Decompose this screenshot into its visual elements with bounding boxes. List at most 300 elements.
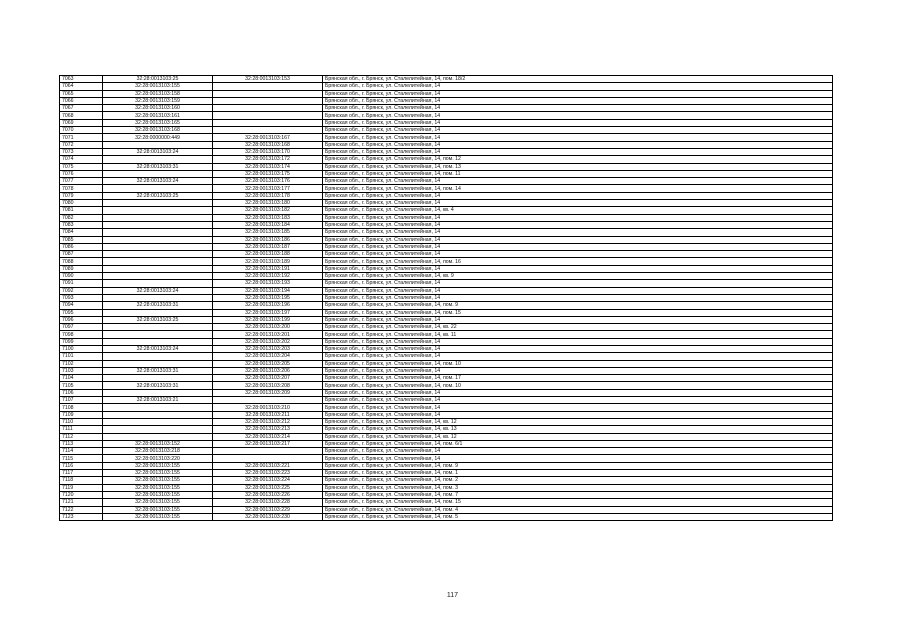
address-cell: Брянская обл., г. Брянск, ул. Сталелитейная, 14 — [323, 345, 833, 352]
land-plot-number-cell — [103, 418, 213, 425]
table-row — [60, 389, 833, 396]
object-number-cell: 32:28:0013103:217 — [213, 440, 323, 447]
land-plot-number-cell — [103, 375, 213, 382]
table-row — [60, 404, 833, 411]
address-cell: Брянская обл., г. Брянск, ул. Сталелитейная, 14 — [323, 119, 833, 126]
table-row — [60, 448, 833, 455]
address-cell: Брянская обл., г. Брянск, ул. Сталелитейная, 14, пом. 15 — [323, 499, 833, 506]
row-number-cell: 7086 — [60, 243, 103, 250]
table-row — [60, 440, 833, 447]
object-number-cell: 32:28:0013103:213 — [213, 426, 323, 433]
row-number-cell: 7092 — [60, 287, 103, 294]
object-number-cell: 32:28:0013103:209 — [213, 389, 323, 396]
land-plot-number-cell — [103, 353, 213, 360]
table-row — [60, 119, 833, 126]
address-cell: Брянская обл., г. Брянск, ул. Сталелитейная, 14 — [323, 338, 833, 345]
row-number-cell: 7083 — [60, 221, 103, 228]
address-cell: Брянская обл., г. Брянск, ул. Сталелитейная, 14, пом. 10 — [323, 360, 833, 367]
object-number-cell — [213, 112, 323, 119]
table-row — [60, 156, 833, 163]
land-plot-number-cell: 32:28:0013103:25 — [103, 76, 213, 83]
row-number-cell: 7084 — [60, 229, 103, 236]
table-row — [60, 273, 833, 280]
land-plot-number-cell — [103, 294, 213, 301]
address-cell: Брянская обл., г. Брянск, ул. Сталелитейная, 14, пом. 10 — [323, 382, 833, 389]
row-number-cell: 7072 — [60, 141, 103, 148]
address-cell: Брянская обл., г. Брянск, ул. Сталелитейная, 14, пом. 9 — [323, 302, 833, 309]
address-cell: Брянская обл., г. Брянск, ул. Сталелитейная, 14 — [323, 141, 833, 148]
object-number-cell: 32:28:0013103:183 — [213, 214, 323, 221]
object-number-cell — [213, 105, 323, 112]
address-cell: Брянская обл., г. Брянск, ул. Сталелитейная, 14 — [323, 353, 833, 360]
address-cell: Брянская обл., г. Брянск, ул. Сталелитейная, 14 — [323, 280, 833, 287]
table-row — [60, 192, 833, 199]
object-number-cell: 32:28:0013103:195 — [213, 294, 323, 301]
address-cell: Брянская обл., г. Брянск, ул. Сталелитейная, 14 — [323, 287, 833, 294]
land-plot-number-cell: 32:28:0013103:155 — [103, 491, 213, 498]
land-plot-number-cell: 32:28:0013103:159 — [103, 97, 213, 104]
land-plot-number-cell: 32:28:0013103:155 — [103, 499, 213, 506]
land-plot-number-cell: 32:28:0013103:24 — [103, 178, 213, 185]
land-plot-number-cell: 32:28:0013103:25 — [103, 316, 213, 323]
row-number-cell: 7087 — [60, 251, 103, 258]
land-plot-number-cell: 32:28:0013103:168 — [103, 127, 213, 134]
row-number-cell: 7076 — [60, 170, 103, 177]
land-plot-number-cell — [103, 338, 213, 345]
table-row — [60, 338, 833, 345]
row-number-cell: 7122 — [60, 506, 103, 513]
address-cell: Брянская обл., г. Брянск, ул. Сталелитейная, 14, пом. 13 — [323, 163, 833, 170]
address-cell: Брянская обл., г. Брянск, ул. Сталелитейная, 14 — [323, 200, 833, 207]
address-cell: Брянская обл., г. Брянск, ул. Сталелитейная, 14, пом. 14 — [323, 185, 833, 192]
page-number: 117 — [446, 592, 459, 599]
table-row — [60, 513, 833, 520]
object-number-cell: 32:28:0013103:212 — [213, 418, 323, 425]
object-number-cell: 32:28:0013103:187 — [213, 243, 323, 250]
row-number-cell: 7093 — [60, 294, 103, 301]
object-number-cell: 32:28:0013103:211 — [213, 411, 323, 418]
row-number-cell: 7094 — [60, 302, 103, 309]
land-plot-number-cell: 32:28:0013103:24 — [103, 287, 213, 294]
object-number-cell: 32:28:0013103:186 — [213, 236, 323, 243]
table-row — [60, 397, 833, 404]
table-row — [60, 214, 833, 221]
row-number-cell: 7097 — [60, 324, 103, 331]
object-number-cell: 32:28:0013103:200 — [213, 324, 323, 331]
object-number-cell: 32:28:0013103:192 — [213, 273, 323, 280]
address-cell: Брянская обл., г. Брянск, ул. Сталелитейная, 14 — [323, 236, 833, 243]
table-row — [60, 491, 833, 498]
land-plot-number-cell — [103, 433, 213, 440]
address-cell: Брянская обл., г. Брянск, ул. Сталелитейная, 14 — [323, 214, 833, 221]
row-number-cell: 7074 — [60, 156, 103, 163]
table-row — [60, 258, 833, 265]
land-plot-number-cell: 32:28:0013103:31 — [103, 302, 213, 309]
row-number-cell: 7066 — [60, 97, 103, 104]
land-plot-number-cell — [103, 426, 213, 433]
address-cell: Брянская обл., г. Брянск, ул. Сталелитейная, 14 — [323, 404, 833, 411]
row-number-cell: 7109 — [60, 411, 103, 418]
land-plot-number-cell: 32:28:0013103:25 — [103, 192, 213, 199]
address-cell: Брянская обл., г. Брянск, ул. Сталелитейная, 14, пом. 16 — [323, 258, 833, 265]
row-number-cell: 7085 — [60, 236, 103, 243]
land-plot-number-cell — [103, 214, 213, 221]
address-cell: Брянская обл., г. Брянск, ул. Сталелитейная, 14, пом. 18/2 — [323, 76, 833, 83]
address-cell: Брянская обл., г. Брянск, ул. Сталелитейная, 14 — [323, 397, 833, 404]
object-number-cell: 32:28:0013103:208 — [213, 382, 323, 389]
table-row — [60, 148, 833, 155]
land-plot-number-cell: 32:28:0000000:449 — [103, 134, 213, 141]
object-number-cell: 32:28:0013103:177 — [213, 185, 323, 192]
object-number-cell: 32:28:0013103:167 — [213, 134, 323, 141]
table-row — [60, 477, 833, 484]
address-cell: Брянская обл., г. Брянск, ул. Сталелитейная, 14 — [323, 448, 833, 455]
table-row — [60, 97, 833, 104]
table-row — [60, 105, 833, 112]
object-number-cell: 32:28:0013103:153 — [213, 76, 323, 83]
land-plot-number-cell: 32:28:0013103:220 — [103, 455, 213, 462]
row-number-cell: 7089 — [60, 265, 103, 272]
registry-table-body — [60, 76, 833, 521]
table-row — [60, 418, 833, 425]
table-row — [60, 207, 833, 214]
object-number-cell — [213, 127, 323, 134]
object-number-cell — [213, 97, 323, 104]
land-plot-number-cell: 32:28:0013103:155 — [103, 513, 213, 520]
row-number-cell: 7107 — [60, 397, 103, 404]
land-plot-number-cell — [103, 243, 213, 250]
land-plot-number-cell: 32:28:0013103:161 — [103, 112, 213, 119]
address-cell: Брянская обл., г. Брянск, ул. Сталелитейная, 14 — [323, 251, 833, 258]
row-number-cell: 7082 — [60, 214, 103, 221]
object-number-cell: 32:28:0013103:201 — [213, 331, 323, 338]
land-plot-number-cell: 32:28:0013103:31 — [103, 367, 213, 374]
object-number-cell: 32:28:0013103:176 — [213, 178, 323, 185]
table-row — [60, 426, 833, 433]
row-number-cell: 7114 — [60, 448, 103, 455]
table-row — [60, 345, 833, 352]
object-number-cell: 32:28:0013103:175 — [213, 170, 323, 177]
object-number-cell: 32:28:0013103:188 — [213, 251, 323, 258]
object-number-cell: 32:28:0013103:174 — [213, 163, 323, 170]
address-cell: Брянская обл., г. Брянск, ул. Сталелитейная, 14 — [323, 455, 833, 462]
address-cell: Брянская обл., г. Брянск, ул. Сталелитейная, 14, кв. 22 — [323, 324, 833, 331]
address-cell: Брянская обл., г. Брянск, ул. Сталелитейная, 14, пом. 1 — [323, 470, 833, 477]
land-plot-number-cell — [103, 404, 213, 411]
object-number-cell: 32:28:0013103:221 — [213, 462, 323, 469]
table-row — [60, 353, 833, 360]
table-row — [60, 265, 833, 272]
land-plot-number-cell — [103, 273, 213, 280]
row-number-cell: 7102 — [60, 360, 103, 367]
address-cell: Брянская обл., г. Брянск, ул. Сталелитейная, 14 — [323, 411, 833, 418]
table-row — [60, 294, 833, 301]
table-row — [60, 127, 833, 134]
land-plot-number-cell — [103, 411, 213, 418]
table-row — [60, 200, 833, 207]
land-plot-number-cell — [103, 221, 213, 228]
table-row — [60, 141, 833, 148]
object-number-cell: 32:28:0013103:205 — [213, 360, 323, 367]
address-cell: Брянская обл., г. Брянск, ул. Сталелитейная, 14, кв. 12 — [323, 418, 833, 425]
row-number-cell: 7073 — [60, 148, 103, 155]
land-plot-number-cell — [103, 156, 213, 163]
table-row — [60, 287, 833, 294]
object-number-cell: 32:28:0013103:202 — [213, 338, 323, 345]
object-number-cell — [213, 90, 323, 97]
row-number-cell: 7106 — [60, 389, 103, 396]
address-cell: Брянская обл., г. Брянск, ул. Сталелитейная, 14, пом. 12 — [323, 156, 833, 163]
row-number-cell: 7091 — [60, 280, 103, 287]
address-cell: Брянская обл., г. Брянск, ул. Сталелитейная, 14 — [323, 229, 833, 236]
address-cell: Брянская обл., г. Брянск, ул. Сталелитейная, 14 — [323, 294, 833, 301]
address-cell: Брянская обл., г. Брянск, ул. Сталелитейная, 14, кв. 9 — [323, 273, 833, 280]
land-plot-number-cell: 32:28:0013103:24 — [103, 148, 213, 155]
land-plot-number-cell — [103, 170, 213, 177]
object-number-cell: 32:28:0013103:204 — [213, 353, 323, 360]
object-number-cell — [213, 397, 323, 404]
land-plot-number-cell — [103, 185, 213, 192]
row-number-cell: 7105 — [60, 382, 103, 389]
object-number-cell: 32:28:0013103:230 — [213, 513, 323, 520]
address-cell: Брянская обл., г. Брянск, ул. Сталелитейная, 14, пом. 6/1 — [323, 440, 833, 447]
address-cell: Брянская обл., г. Брянск, ул. Сталелитейная, 14 — [323, 192, 833, 199]
row-number-cell: 7117 — [60, 470, 103, 477]
row-number-cell: 7113 — [60, 440, 103, 447]
object-number-cell: 32:28:0013103:193 — [213, 280, 323, 287]
land-plot-number-cell — [103, 309, 213, 316]
row-number-cell: 7101 — [60, 353, 103, 360]
land-plot-number-cell: 32:28:0013103:160 — [103, 105, 213, 112]
address-cell: Брянская обл., г. Брянск, ул. Сталелитейная, 14 — [323, 127, 833, 134]
land-plot-number-cell — [103, 251, 213, 258]
land-plot-number-cell: 32:28:0013103:21 — [103, 397, 213, 404]
land-plot-number-cell — [103, 324, 213, 331]
row-number-cell: 7118 — [60, 477, 103, 484]
object-number-cell: 32:28:0013103:172 — [213, 156, 323, 163]
table-row — [60, 367, 833, 374]
address-cell: Брянская обл., г. Брянск, ул. Сталелитейная, 14, пом. 9 — [323, 462, 833, 469]
table-row — [60, 382, 833, 389]
address-cell: Брянская обл., г. Брянск, ул. Сталелитейная, 14 — [323, 389, 833, 396]
land-plot-number-cell — [103, 200, 213, 207]
row-number-cell: 7121 — [60, 499, 103, 506]
address-cell: Брянская обл., г. Брянск, ул. Сталелитейная, 14, пом. 17 — [323, 375, 833, 382]
address-cell: Брянская обл., г. Брянск, ул. Сталелитейная, 14 — [323, 316, 833, 323]
table-row — [60, 163, 833, 170]
row-number-cell: 7110 — [60, 418, 103, 425]
land-plot-number-cell: 32:28:0013103:155 — [103, 484, 213, 491]
table-row — [60, 229, 833, 236]
land-plot-number-cell: 32:28:0013103:155 — [103, 506, 213, 513]
table-row — [60, 462, 833, 469]
table-row — [60, 178, 833, 185]
object-number-cell — [213, 448, 323, 455]
row-number-cell: 7115 — [60, 455, 103, 462]
table-row — [60, 112, 833, 119]
object-number-cell: 32:28:0013103:180 — [213, 200, 323, 207]
object-number-cell: 32:28:0013103:203 — [213, 345, 323, 352]
address-cell: Брянская обл., г. Брянск, ул. Сталелитейная, 14 — [323, 97, 833, 104]
row-number-cell: 7098 — [60, 331, 103, 338]
table-row — [60, 455, 833, 462]
land-plot-number-cell: 32:28:0013103:152 — [103, 440, 213, 447]
row-number-cell: 7063 — [60, 76, 103, 83]
land-plot-number-cell: 32:28:0013103:155 — [103, 462, 213, 469]
address-cell: Брянская обл., г. Брянск, ул. Сталелитейная, 14, пом. 15 — [323, 309, 833, 316]
table-row — [60, 499, 833, 506]
address-cell: Брянская обл., г. Брянск, ул. Сталелитейная, 14 — [323, 105, 833, 112]
land-plot-number-cell — [103, 360, 213, 367]
table-row — [60, 360, 833, 367]
object-number-cell: 32:28:0013103:214 — [213, 433, 323, 440]
object-number-cell — [213, 83, 323, 90]
row-number-cell: 7096 — [60, 316, 103, 323]
row-number-cell: 7088 — [60, 258, 103, 265]
table-row — [60, 243, 833, 250]
object-number-cell: 32:28:0013103:207 — [213, 375, 323, 382]
address-cell: Брянская обл., г. Брянск, ул. Сталелитейная, 14, пом. 5 — [323, 513, 833, 520]
table-row — [60, 170, 833, 177]
object-number-cell — [213, 455, 323, 462]
object-number-cell: 32:28:0013103:168 — [213, 141, 323, 148]
address-cell: Брянская обл., г. Брянск, ул. Сталелитейная, 14 — [323, 148, 833, 155]
address-cell: Брянская обл., г. Брянск, ул. Сталелитейная, 14, кв. 4 — [323, 207, 833, 214]
table-row — [60, 185, 833, 192]
row-number-cell: 7075 — [60, 163, 103, 170]
land-plot-number-cell — [103, 207, 213, 214]
object-number-cell: 32:28:0013103:196 — [213, 302, 323, 309]
object-number-cell: 32:28:0013103:182 — [213, 207, 323, 214]
address-cell: Брянская обл., г. Брянск, ул. Сталелитейная, 14 — [323, 367, 833, 374]
table-row — [60, 375, 833, 382]
address-cell: Брянская обл., г. Брянск, ул. Сталелитейная, 14 — [323, 134, 833, 141]
address-cell: Брянская обл., г. Брянск, ул. Сталелитейная, 14 — [323, 83, 833, 90]
land-plot-number-cell — [103, 236, 213, 243]
land-plot-number-cell: 32:28:0013103:31 — [103, 382, 213, 389]
table-row — [60, 331, 833, 338]
row-number-cell: 7068 — [60, 112, 103, 119]
address-cell: Брянская обл., г. Брянск, ул. Сталелитейная, 14 — [323, 221, 833, 228]
object-number-cell: 32:28:0013103:194 — [213, 287, 323, 294]
land-plot-number-cell: 32:28:0013103:158 — [103, 90, 213, 97]
row-number-cell: 7111 — [60, 426, 103, 433]
land-plot-number-cell — [103, 331, 213, 338]
row-number-cell: 7116 — [60, 462, 103, 469]
land-plot-number-cell — [103, 389, 213, 396]
table-row — [60, 316, 833, 323]
address-cell: Брянская обл., г. Брянск, ул. Сталелитейная, 14, пом. 3 — [323, 484, 833, 491]
table-row — [60, 90, 833, 97]
address-cell: Брянская обл., г. Брянск, ул. Сталелитейная, 14 — [323, 265, 833, 272]
object-number-cell: 32:28:0013103:170 — [213, 148, 323, 155]
row-number-cell: 7077 — [60, 178, 103, 185]
object-number-cell: 32:28:0013103:189 — [213, 258, 323, 265]
land-plot-number-cell: 32:28:0013103:155 — [103, 477, 213, 484]
address-cell: Брянская обл., г. Брянск, ул. Сталелитейная, 14, пом. 4 — [323, 506, 833, 513]
address-cell: Брянская обл., г. Брянск, ул. Сталелитейная, 14, пом. 2 — [323, 477, 833, 484]
row-number-cell: 7112 — [60, 433, 103, 440]
address-cell: Брянская обл., г. Брянск, ул. Сталелитейная, 14 — [323, 112, 833, 119]
table-row — [60, 433, 833, 440]
object-number-cell: 32:28:0013103:185 — [213, 229, 323, 236]
table-row — [60, 324, 833, 331]
row-number-cell: 7103 — [60, 367, 103, 374]
object-number-cell: 32:28:0013103:224 — [213, 477, 323, 484]
land-plot-number-cell — [103, 258, 213, 265]
object-number-cell: 32:28:0013103:228 — [213, 499, 323, 506]
row-number-cell: 7067 — [60, 105, 103, 112]
row-number-cell: 7064 — [60, 83, 103, 90]
land-plot-number-cell — [103, 265, 213, 272]
object-number-cell: 32:28:0013103:184 — [213, 221, 323, 228]
land-plot-number-cell — [103, 141, 213, 148]
object-number-cell: 32:28:0013103:210 — [213, 404, 323, 411]
cadastral-registry-table — [59, 75, 833, 521]
object-number-cell: 32:28:0013103:226 — [213, 491, 323, 498]
address-cell: Брянская обл., г. Брянск, ул. Сталелитейная, 14, кв. 11 — [323, 331, 833, 338]
object-number-cell — [213, 119, 323, 126]
row-number-cell: 7080 — [60, 200, 103, 207]
land-plot-number-cell: 32:28:0013103:155 — [103, 470, 213, 477]
row-number-cell: 7099 — [60, 338, 103, 345]
table-row — [60, 221, 833, 228]
row-number-cell: 7120 — [60, 491, 103, 498]
address-cell: Брянская обл., г. Брянск, ул. Сталелитейная, 14, кв. 13 — [323, 426, 833, 433]
table-row — [60, 309, 833, 316]
address-cell: Брянская обл., г. Брянск, ул. Сталелитейная, 14, пом. 11 — [323, 170, 833, 177]
table-row — [60, 134, 833, 141]
table-row — [60, 76, 833, 83]
object-number-cell: 32:28:0013103:229 — [213, 506, 323, 513]
land-plot-number-cell: 32:28:0013103:155 — [103, 83, 213, 90]
table-row — [60, 484, 833, 491]
land-plot-number-cell — [103, 280, 213, 287]
table-row — [60, 251, 833, 258]
land-plot-number-cell: 32:28:0013103:24 — [103, 345, 213, 352]
land-plot-number-cell: 32:28:0013103:31 — [103, 163, 213, 170]
row-number-cell: 7104 — [60, 375, 103, 382]
table-row — [60, 83, 833, 90]
address-cell: Брянская обл., г. Брянск, ул. Сталелитейная, 14, кв. 12 — [323, 433, 833, 440]
land-plot-number-cell: 32:28:0013103:165 — [103, 119, 213, 126]
row-number-cell: 7081 — [60, 207, 103, 214]
row-number-cell: 7119 — [60, 484, 103, 491]
row-number-cell: 7095 — [60, 309, 103, 316]
object-number-cell: 32:28:0013103:223 — [213, 470, 323, 477]
row-number-cell: 7100 — [60, 345, 103, 352]
row-number-cell: 7123 — [60, 513, 103, 520]
row-number-cell: 7090 — [60, 273, 103, 280]
object-number-cell: 32:28:0013103:197 — [213, 309, 323, 316]
row-number-cell: 7108 — [60, 404, 103, 411]
object-number-cell: 32:28:0013103:206 — [213, 367, 323, 374]
row-number-cell: 7070 — [60, 127, 103, 134]
table-row — [60, 280, 833, 287]
row-number-cell: 7079 — [60, 192, 103, 199]
row-number-cell: 7078 — [60, 185, 103, 192]
land-plot-number-cell — [103, 229, 213, 236]
table-row — [60, 470, 833, 477]
table-row — [60, 236, 833, 243]
row-number-cell: 7065 — [60, 90, 103, 97]
object-number-cell: 32:28:0013103:199 — [213, 316, 323, 323]
address-cell: Брянская обл., г. Брянск, ул. Сталелитейная, 14 — [323, 90, 833, 97]
address-cell: Брянская обл., г. Брянск, ул. Сталелитейная, 14, пом. 7 — [323, 491, 833, 498]
table-row — [60, 411, 833, 418]
object-number-cell: 32:28:0013103:191 — [213, 265, 323, 272]
table-row — [60, 506, 833, 513]
